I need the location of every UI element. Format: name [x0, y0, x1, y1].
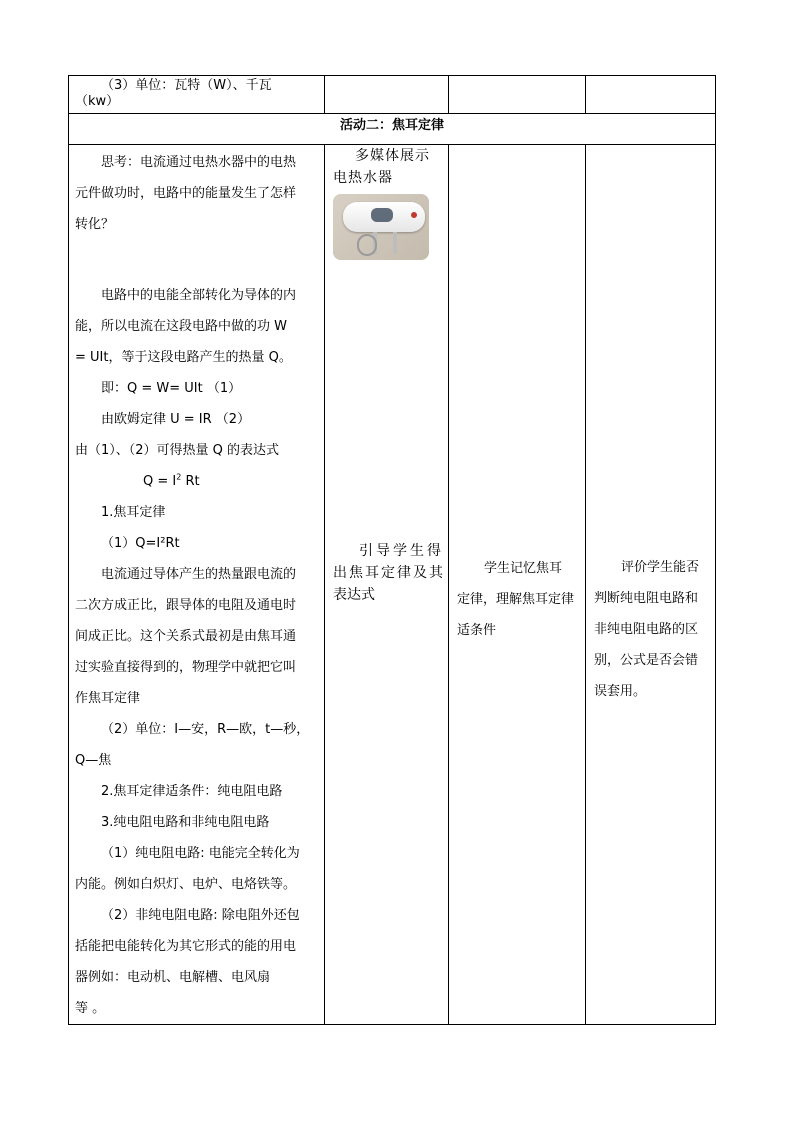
content-line: 由（1）、（2）可得热量 Q 的表达式 — [75, 443, 280, 458]
unit-line-1: （3）单位：瓦特（W）、千瓦 — [101, 78, 272, 93]
content-line: Q—焦 — [75, 753, 112, 768]
student-line-3: 适条件 — [457, 623, 497, 638]
evaluation-cell — [586, 145, 716, 1025]
content-line-blank — [75, 240, 318, 271]
guide-line-3: 表达式 — [333, 587, 375, 603]
eval-line-1: 评价学生能否 — [621, 560, 700, 575]
joule-formula — [75, 466, 318, 497]
student-activity-text — [457, 553, 581, 646]
content-line: 过实验直接得到的，物理学中就把它叫 — [75, 660, 297, 675]
empty-cell — [449, 76, 586, 114]
eval-line-5: 误套用。 — [594, 684, 647, 699]
content-line: 元件做功时，电路中的能量发生了怎样 — [75, 186, 297, 201]
eval-line-4: 别，公式是否会错 — [594, 653, 699, 668]
unit-cell — [69, 76, 325, 114]
content-line: （2）单位：I—安，R—欧，t—秒， — [101, 722, 310, 737]
eval-line-3: 非纯电阻电路的区 — [594, 622, 699, 637]
content-line: 等 。 — [75, 1001, 106, 1016]
content-line: 电路中的电能全部转化为导体的内 — [101, 288, 297, 303]
content-line: 转化？ — [75, 217, 115, 232]
content-line: 能，所以电流在这段电路中做的功 W — [75, 319, 287, 334]
eval-line-2: 判断纯电阻电路和 — [594, 591, 699, 606]
media-label-line-1: 多媒体展示 — [355, 148, 430, 164]
table-row — [69, 76, 716, 114]
guide-line-2: 出焦耳定律及其 — [333, 565, 445, 581]
media-label-line-2: 电热水器 — [333, 170, 393, 186]
content-line: 二次方成正比，跟导体的电阻及通电时 — [75, 598, 297, 613]
content-line: 2.焦耳定律适条件：纯电阻电路 — [101, 784, 283, 799]
content-line: 3.纯电阻电路和非纯电阻电路 — [101, 815, 270, 830]
content-line: （2）非纯电阻电路: 除电阻外还包 — [101, 908, 300, 923]
student-line-2: 定律，理解焦耳定律 — [457, 592, 575, 607]
empty-cell — [586, 76, 716, 114]
empty-cell — [325, 76, 449, 114]
formula-suffix: Rt — [181, 474, 200, 489]
content-line: 作焦耳定律 — [75, 691, 141, 706]
guide-text — [333, 540, 445, 606]
content-line: （1）纯电阻电路: 电能完全转化为 — [101, 846, 300, 861]
content-line: 1.焦耳定律 — [101, 505, 166, 520]
water-heater-photo — [333, 194, 429, 260]
content-line: 由欧姆定律 U = IR （2） — [101, 412, 251, 427]
content-line: 括能把电能转化为其它形式的能的用电 — [75, 939, 297, 954]
unit-line-2: （kw） — [75, 94, 120, 109]
media-label — [333, 145, 445, 189]
formula-exponent: 2 — [176, 472, 182, 482]
content-line: 内能。例如白炽灯、电炉、电烙铁等。 — [75, 877, 297, 892]
table-row — [69, 114, 716, 145]
lesson-plan-table — [68, 75, 716, 1025]
student-line-1: 学生记忆焦耳 — [484, 561, 563, 576]
content-line: 器例如：电动机、电解槽、电风扇 — [75, 970, 271, 985]
content-line: 间成正比。这个关系式最初是由焦耳通 — [75, 629, 297, 644]
evaluation-text — [594, 552, 712, 707]
formula-prefix: Q = I — [143, 474, 177, 489]
content-line: = UIt，等于这段电路产生的热量 Q。 — [75, 350, 292, 365]
content-line: （1）Q=I²Rt — [101, 536, 180, 551]
guide-line-1: 引导学生得 — [359, 543, 444, 559]
student-activity-cell — [449, 145, 586, 1025]
table-row — [69, 145, 716, 1025]
media-cell — [325, 145, 449, 1025]
content-line: 电流通过导体产生的热量跟电流的 — [101, 567, 297, 582]
teacher-content-cell — [69, 145, 325, 1025]
content-line: 即：Q = W= UIt （1） — [101, 381, 242, 396]
content-line: 思考：电流通过电热水器中的电热 — [101, 155, 297, 170]
activity-header: 活动二：焦耳定律 — [69, 114, 716, 145]
